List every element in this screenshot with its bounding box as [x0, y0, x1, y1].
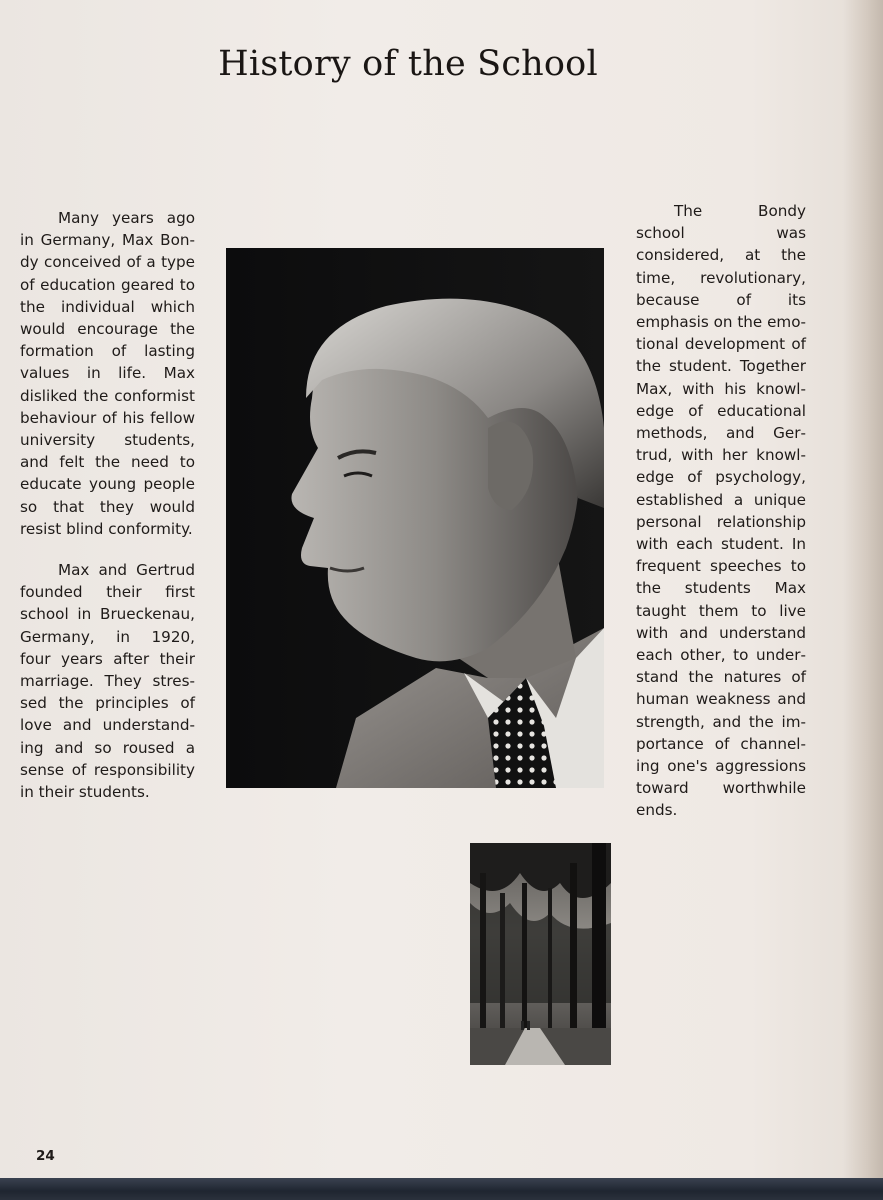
forest-path-photo-icon: [470, 843, 611, 1065]
page-title: History of the School: [218, 44, 598, 84]
portrait-photo: [226, 248, 604, 788]
left-paragraph-1: Many years ago in Germany, Max Bondy conceived of a type of education geared to the individual which would encourage the formation of lasting values in life. Max disliked the conformist behaviour of his fellow university students, and felt the need to educate young people so that they would resist blind conformity.: [20, 209, 195, 538]
page-gutter-shadow: [843, 0, 883, 1180]
book-binding-edge: [0, 1178, 883, 1200]
left-text-column: [20, 207, 195, 803]
right-text-column: [636, 200, 806, 822]
right-paragraph-1: The Bondy school was considered, at the time, revolutionary, because of its emphasis on the emotional development of the student. Together Max, with his knowledge of educational methods, and Gertrud, with her knowledge of psychology, established a unique personal relationship with each student. In frequent speeches to the students Max taught them to live with and understand each other, to understand the natures of human weakness and strength, and the importance of channeling one's aggressions toward worthwhile ends.: [636, 202, 806, 820]
portrait-photo-icon: [226, 248, 604, 788]
left-paragraph-2: Max and Gertrud founded their first school in Brueckenau, Germany, in 1920, four years after their marriage. They stressed the principles of love and understanding and so roused a sense of responsibility in their students.: [20, 561, 195, 802]
page-number: 24: [36, 1148, 55, 1164]
forest-photo: [470, 843, 611, 1065]
